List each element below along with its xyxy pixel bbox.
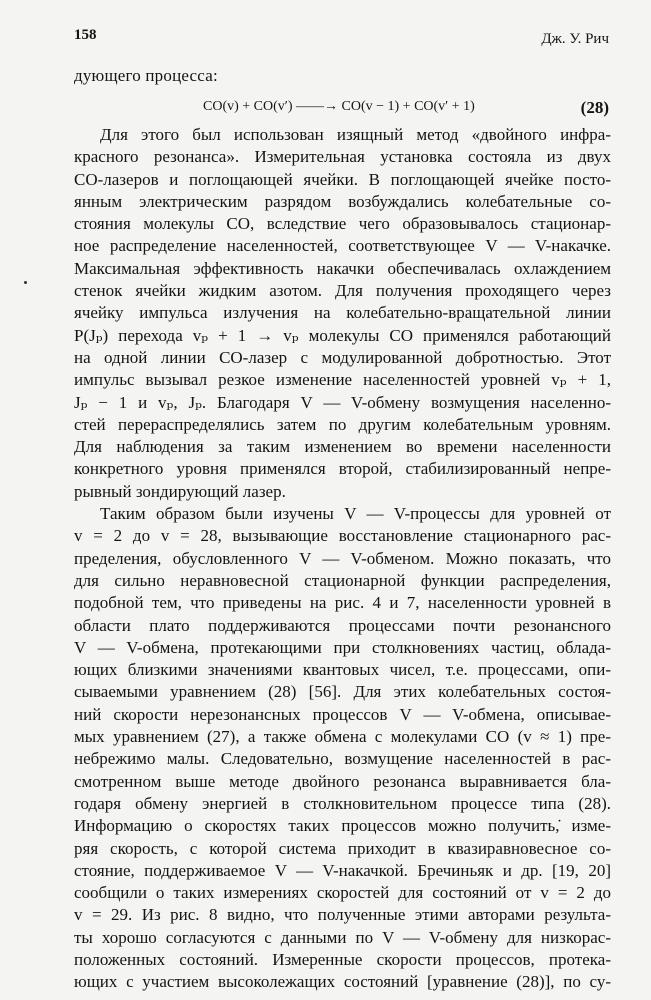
text-line: стенок ячейки жидким азотом. Для получения проходящего через [74, 281, 611, 301]
equation-number: (28) [580, 98, 609, 117]
text-line: ющих с участием высоколежащих состояний [уравнение (28)], по су- [74, 972, 611, 992]
equation-28: CO(v) + CO(v′) ——→ CO(v − 1) + CO(v′ + 1) [203, 99, 475, 114]
page-number: 158 [74, 27, 97, 43]
text-line: небрежимо малы. Следовательно, возмущение населенностей в рас- [74, 749, 611, 769]
text-line: Максимальная эффективность накачки обеспечивалась охлаждением [74, 258, 611, 278]
text-line: Таким образом были изучены V — V-процессы для уровней от [100, 504, 611, 524]
text-line: смотренном выше методе двойного резонанса выравнивается бла- [74, 771, 611, 791]
running-header-author: Дж. У. Рич [541, 31, 609, 47]
text-line: Для этого был использован изящный метод «двойного инфра- [100, 125, 611, 144]
text-line: P(Jₚ) перехода vₚ + 1 → vₚ молекулы CO применялся работающий [74, 325, 611, 345]
text-line: ное распределение населенностей, соответствующее V — V-накачке. [74, 236, 611, 256]
text-line: стояния молекулы CO, вследствие чего образовывалось стационар- [74, 214, 611, 234]
text-line: конкретного уровня применялся второй, стабилизированный непре- [74, 459, 611, 479]
text-line: v = 2 до v = 28, вызывающие восстановление стационарного рас- [74, 526, 611, 546]
text-line: сываемыми уравнением (28) [56]. Для этих колебательных состоя- [74, 682, 611, 702]
text-line: импульс вызывал резкое изменение населенностей уровней vₚ + 1, [74, 370, 611, 390]
text-line: стей перераспределялись затем по другим колебательным уровням. [74, 414, 611, 434]
text-line: подобной тем, что приведены на рис. 4 и 7, населенности уровней в [74, 593, 611, 613]
text-line: положенных состояний. Измеренные скорости процессов, протека- [74, 949, 611, 969]
text-line: годаря обмену энергией в столкновительном процессе типа (28). [74, 793, 611, 813]
text-line: Информацию о скоростях таких процессов можно получить,̇ изме- [74, 816, 611, 836]
text-line: ющих близкими значениями квантовых чисел, т.е. процессами, опи- [74, 660, 611, 680]
text-line: ний скорости нерезонансных процессов V — V-обмена, описывае- [74, 704, 611, 724]
text-line: Jₚ − 1 и vₚ, Jₚ. Благодаря V — V-обмену возмущения населенно- [74, 392, 611, 412]
text-line: ячейку импульса излучения на колебательно-вращательной линии [74, 303, 611, 323]
lead-line: дующего процесса: [74, 66, 218, 85]
text-line: Для наблюдения за таким изменением во времени населенности [74, 437, 611, 457]
text-line: пределения, обусловленного V — V-обменом. Можно показать, что [74, 548, 611, 568]
body-text [74, 124, 611, 994]
scan-speck [24, 281, 27, 284]
text-line: области плато поддерживаются процессами почти резонансного [74, 615, 611, 635]
text-line: ряя скорость, с которой система приходит в квазиравновесное со- [74, 838, 611, 858]
text-line: красного резонанса». Измерительная установка состояла из двух [74, 147, 611, 167]
text-line: ты хорошо согласуются с данными по V — V-обмену для низкорас- [74, 927, 611, 947]
text-line: CO-лазеров и поглощающей ячейки. В поглощающей ячейке посто- [74, 169, 611, 189]
text-line: для сильно неравновесной стационарной функции распределения, [74, 570, 611, 590]
text-line: янным электрическим разрядом возбуждались колебательные со- [74, 191, 611, 211]
text-line: рывный зондирующий лазер. [74, 481, 286, 501]
text-line: сообщили о таких измерениях скоростей для состояний от v = 2 до [74, 883, 611, 903]
text-line: V — V-обмена, протекающими при столкновениях частиц, облада- [74, 637, 611, 657]
text-line: мых уравнением (27), а также обмена с молекулами CO (v ≈ 1) пре- [74, 727, 611, 747]
text-line: v = 29. Из рис. 8 видно, что полученные этими авторами результа- [74, 905, 611, 925]
text-line: на одной линии CO-лазер с модулированной добротностью. Этот [74, 347, 611, 367]
text-line: стояние, поддерживаемое V — V-накачкой. Бречиньяк и др. [19, 20] [74, 860, 611, 880]
